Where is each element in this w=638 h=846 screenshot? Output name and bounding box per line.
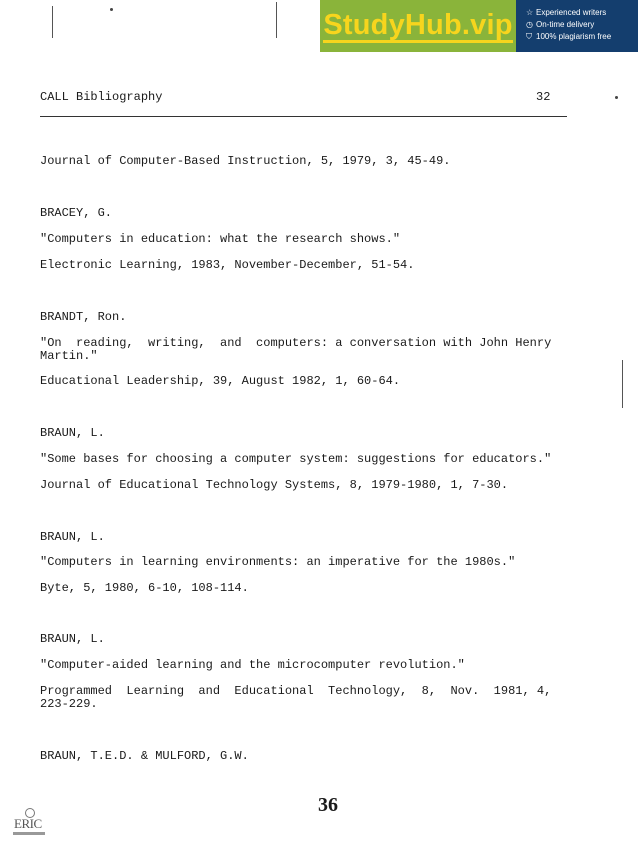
title-line: "Some bases for choosing a computer system: suggestions for educators." — [40, 452, 552, 466]
studyhub-logo[interactable] — [320, 0, 516, 52]
title-line: Martin." — [40, 349, 98, 363]
citation-line: Journal of Computer-Based Instruction, 5, 1979, 3, 45-49. — [40, 154, 451, 168]
banner-feature — [526, 31, 638, 43]
citation-line: 223-229. — [40, 697, 98, 711]
title-line: "Computer-aided learning and the microcomputer revolution." — [40, 658, 465, 672]
banner-feature-text: 100% plagiarism free — [536, 32, 612, 41]
scan-mark — [276, 2, 277, 38]
author-line: BRAUN, T.E.D. & MULFORD, G.W. — [40, 749, 249, 763]
shield-icon: ⛉ — [526, 32, 532, 41]
scan-dot — [615, 96, 618, 99]
eric-logo-bar — [13, 832, 45, 835]
eric-logo-text: ERIC — [14, 816, 42, 831]
banner-feature — [526, 19, 638, 31]
clock-icon: ◷ — [526, 20, 533, 29]
title-line: "On reading, writing, and computers: a conversation with John Henry — [40, 336, 552, 350]
scan-mark — [52, 6, 53, 38]
scan-mark — [622, 360, 623, 408]
page-number: 36 — [318, 794, 338, 816]
author-line: BRAUN, L. — [40, 632, 105, 646]
author-line: BRAUN, L. — [40, 426, 105, 440]
author-line: BRANDT, Ron. — [40, 310, 127, 324]
citation-line: Programmed Learning and Educational Technology, 8, Nov. 1981, 4, — [40, 684, 552, 698]
banner-feature-text: On-time delivery — [536, 20, 595, 29]
banner-feature-text: Experienced writers — [536, 8, 607, 17]
banner-feature — [526, 7, 638, 19]
star-icon: ☆ — [526, 8, 534, 17]
citation-line: Educational Leadership, 39, August 1982, 1, 60-64. — [40, 374, 401, 388]
studyhub-banner[interactable] — [320, 0, 638, 52]
title-line: "Computers in education: what the research shows." — [40, 232, 401, 246]
eric-logo — [12, 808, 46, 838]
header-rule — [40, 116, 567, 117]
citation-line: Electronic Learning, 1983, November-December, 51-54. — [40, 258, 415, 272]
scan-dot — [110, 8, 113, 11]
header-page-number: 32 — [536, 90, 551, 104]
citation-line: Byte, 5, 1980, 6-10, 108-114. — [40, 581, 249, 595]
citation-line: Journal of Educational Technology Systems, 8, 1979-1980, 1, 7-30. — [40, 478, 509, 492]
author-line: BRACEY, G. — [40, 206, 113, 220]
running-title: CALL Bibliography — [40, 90, 163, 104]
author-line: BRAUN, L. — [40, 530, 105, 544]
banner-features — [516, 0, 638, 52]
studyhub-logo-text: StudyHub.vip — [323, 8, 513, 41]
title-line: "Computers in learning environments: an imperative for the 1980s." — [40, 555, 516, 569]
